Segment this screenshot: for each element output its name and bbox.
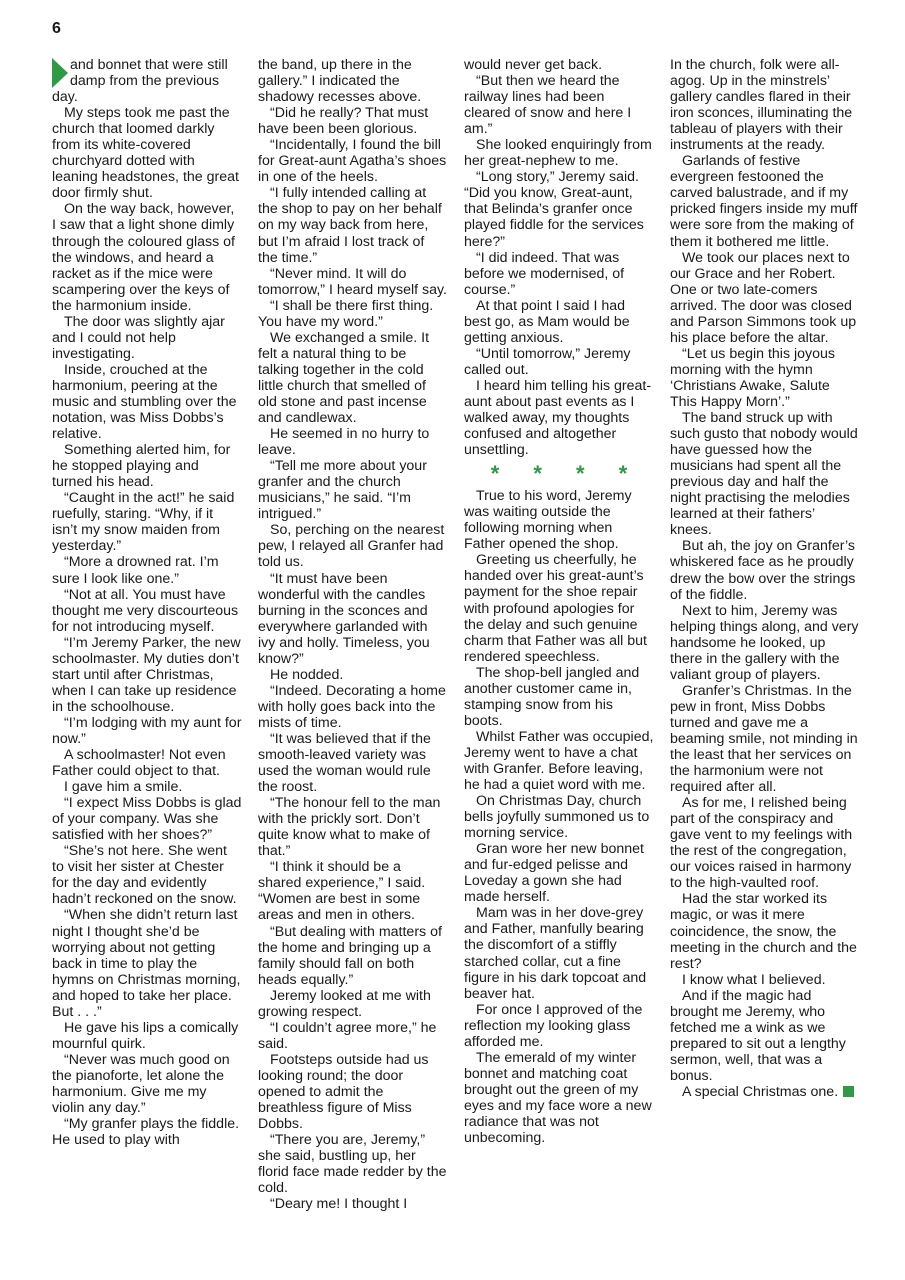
- paragraph: The door was slightly ajar and I could not help investigating.: [52, 313, 225, 362]
- paragraph: For once I approved of the reflection my looking glass afforded me.: [464, 1001, 643, 1050]
- paragraph: The emerald of my winter bonnet and matching coat brought out the green of my eyes and my face wore a new radiance that was not unbecoming.: [464, 1049, 652, 1147]
- paragraph: Jeremy looked at me with growing respect.: [258, 987, 431, 1020]
- paragraph: Gran wore her new bonnet and fur-edged pelisse and Loveday a gown she had made herself.: [464, 841, 644, 906]
- paragraph: “I’m lodging with my aunt for now.”: [52, 714, 242, 747]
- paragraph: As for me, I relished being part of the conspiracy and gave vent to my feelings with the rest of the congregation, our voices raised in harmony to the high-vaulted roof.: [670, 795, 853, 892]
- paragraph: “Never mind. It will do tomorrow,” I heard myself say.: [258, 265, 447, 298]
- section-separator: * * * *: [490, 461, 642, 487]
- paragraph: “Caught in the act!” he said ruefully, staring. “Why, if it isn’t my snow maiden from yesterday.”: [52, 490, 235, 555]
- paragraph: “It was believed that if the smooth-leaved variety was used the woman would rule the roost.: [258, 730, 431, 796]
- paragraph: Whilst Father was occupied, Jeremy went to have a chat with Granfer. Before leaving, he had a quiet word with me.: [464, 728, 654, 794]
- paragraph: “Did he really? That must have been been glorious.: [258, 105, 429, 138]
- paragraph: “The honour fell to the man with the prickly sort. Don’t quite know what to make of that.”: [258, 795, 441, 860]
- paragraph: “I think it should be a shared experience,” I said. “Women are best in some areas and men in others.: [258, 859, 426, 924]
- paragraph: Inside, crouched at the harmonium, peering at the music and stumbling over the notation, was Miss Dobbs’s relative.: [52, 361, 237, 443]
- paragraph: “I fully intended calling at the shop to pay on her behalf on my way back from here, but I’m afraid I lost track of the time.”: [258, 185, 442, 266]
- final-line: A special Christmas one.: [682, 1084, 839, 1100]
- paragraph: “I shall be there first thing. You have my word.”: [258, 297, 434, 330]
- paragraph: And if the magic had brought me Jeremy, who fetched me a wink as we prepared to sit out a lengthy sermon, well, that was a bonus.: [670, 987, 846, 1084]
- paragraph: [670, 1084, 860, 1100]
- text-column-1: [52, 57, 242, 1148]
- paragraph: Garlands of festive evergreen festooned the carved balustrade, and if my pricked fingers inside my muff were sore from the making of them it bothered me little.: [670, 153, 858, 250]
- paragraph: would never get back.: [464, 57, 603, 73]
- paragraph: “There you are, Jeremy,” she said, bustling up, her florid face made redder by the cold.: [258, 1132, 447, 1197]
- paragraph: On Christmas Day, church bells joyfully summoned us to morning service.: [464, 793, 650, 842]
- paragraph: Greeting us cheerfully, he handed over his great-aunt’s payment for the shoe repair with profound apologies for the delay and such genuine charm that Father was all but rendered speechless.: [464, 552, 647, 665]
- paragraph: Granfer’s Christmas. In the pew in front, Miss Dobbs turned and gave me a beaming smile, not minding in the least that her services on the harmonium were not required after all.: [670, 682, 858, 796]
- green-triangle-marker-icon: [52, 58, 68, 88]
- paragraph: “But then we heard the railway lines had been cleared of snow and here I am.”: [464, 73, 632, 138]
- paragraph: The band struck up with such gusto that nobody would have guessed how the musicians had spent all the previous day and half the night practising the melodies learned at their fathers’ knees.: [670, 410, 858, 539]
- paragraph: “I expect Miss Dobbs is glad of your company. Was she satisfied with her shoes?”: [52, 795, 242, 844]
- paragraph: Next to him, Jeremy was helping things along, and very handsome he looked, up there in the gallery with the valiant group of players.: [670, 602, 859, 683]
- page-number: 6: [52, 20, 61, 37]
- text-column-4: [670, 57, 860, 1100]
- paragraph: “Let us begin this joyous morning with the hymn ‘Christians Awake, Salute This Happy Morn’.”: [670, 345, 836, 410]
- paragraph: “She’s not here. She went to visit her sister at Chester for the day and evidently hadn’t reckoned on the snow.: [52, 843, 237, 908]
- paragraph: “It must have been wonderful with the candles burning in the sconces and everywhere garlanded with ivy and holly. Timeless, you know?”: [258, 570, 430, 667]
- paragraph: I heard him telling his great-aunt about past events as I walked away, my thoughts confused and altogether unsettling.: [464, 377, 652, 459]
- paragraph: My steps took me past the church that loomed darkly from its white-covered churchyard dotted with leaning headstones, the great door firmly shut.: [52, 105, 239, 202]
- paragraph: Footsteps outside had us looking round; the door opened to admit the breathless figure of Miss Dobbs.: [258, 1051, 429, 1133]
- paragraph: We exchanged a smile. It felt a natural thing to be talking together in the cold little church that smelled of old stone and past incense and candlewax.: [258, 329, 430, 427]
- paragraph: At that point I said I had best go, as Mam would be getting anxious.: [464, 297, 630, 346]
- paragraph: She looked enquiringly from her great-nephew to me.: [464, 137, 652, 170]
- paragraph: “Not at all. You must have thought me very discourteous for not introducing myself.: [52, 586, 239, 635]
- paragraph: “Long story,” Jeremy said. “Did you know, Great-aunt, that Belinda’s granfer once played fiddle for the services here?”: [464, 169, 644, 250]
- paragraph: “I couldn’t agree more,” he said.: [258, 1019, 437, 1052]
- paragraph: “Indeed. Decorating a home with holly goes back into the mists of time.: [258, 682, 446, 731]
- paragraph: “I’m Jeremy Parker, the new schoolmaster. My duties don’t start until after Christmas, when I can take up residence in the schoolhouse.: [52, 634, 241, 715]
- paragraph: “More a drowned rat. I’m sure I look like one.”: [52, 554, 219, 587]
- paragraph: I know what I believed.: [682, 971, 826, 988]
- paragraph: A schoolmaster! Not even Father could object to that.: [52, 747, 226, 780]
- paragraph: “My granfer plays the fiddle. He used to play with: [52, 1116, 240, 1149]
- paragraph: Mam was in her dove-grey and Father, manfully bearing the discomfort of a stiffly starched collar, cut a fine figure in his dark topcoat and beaver hat.: [464, 905, 647, 1002]
- paragraph: I gave him a smile.: [64, 779, 183, 796]
- paragraph: “Until tomorrow,” Jeremy called out.: [464, 345, 631, 378]
- paragraph: “Incidentally, I found the bill for Great-aunt Agatha’s shoes in one of the heels.: [258, 137, 447, 186]
- paragraph: So, perching on the nearest pew, I relayed all Granfer had told us.: [258, 522, 445, 571]
- paragraph: He gave his lips a comically mournful quirk.: [52, 1019, 239, 1052]
- paragraph: The shop-bell jangled and another customer came in, stamping snow from his boots.: [464, 664, 640, 729]
- paragraph: True to his word, Jeremy was waiting outside the following morning when Father opened the shop.: [464, 488, 632, 553]
- paragraph: He nodded.: [270, 666, 344, 683]
- paragraph: “Never was much good on the pianoforte, let alone the harmonium. Give me my violin any day.”: [52, 1051, 230, 1117]
- paragraph: But ah, the joy on Granfer’s whiskered face as he proudly drew the bow over the strings of the fiddle.: [670, 538, 856, 603]
- paragraph: He seemed in no hurry to leave.: [258, 426, 430, 459]
- paragraph: Something alerted him, for he stopped playing and turned his head.: [52, 442, 231, 491]
- paragraph: We took our places next to our Grace and her Robert. One or two late-comers arrived. The door was closed and Parson Simmons took up his place before the altar.: [670, 249, 857, 346]
- paragraph: “When she didn’t return last night I thought she’d be worrying about not getting back in time to play the hymns on Christmas morning, and hoped to take her place. But . . .”: [52, 907, 241, 1020]
- paragraph: Had the star worked its magic, or was it mere coincidence, the snow, the meeting in the church and the rest?: [670, 891, 857, 972]
- text-column-3: [464, 57, 654, 1146]
- paragraph: the band, up there in the gallery.” I indicated the shadowy recesses above.: [258, 57, 422, 106]
- paragraph: “I did indeed. That was before we modernised, of course.”: [464, 249, 625, 298]
- paragraph: In the church, folk were all-agog. Up in the minstrels’ gallery candles flared in their iron sconces, illuminating the tableau of players with their instruments at the ready.: [670, 57, 853, 154]
- paragraph: “Deary me! I thought I: [270, 1196, 408, 1213]
- paragraph: “Tell me more about your granfer and the church musicians,” he said. “I’m intrigued.”: [258, 458, 427, 523]
- paragraph: “But dealing with matters of the home and bringing up a family should fall on both heads equally.”: [258, 923, 442, 988]
- text-column-2: [258, 57, 448, 1212]
- green-square-end-mark-icon: [843, 1086, 854, 1097]
- paragraph: On the way back, however, I saw that a light shone dimly through the coloured glass of the windows, and heard a racket as if the mice were scampering over the keys of the harmonium inside.: [52, 201, 235, 314]
- paragraph: and bonnet that were still damp from the previous day.: [52, 57, 228, 106]
